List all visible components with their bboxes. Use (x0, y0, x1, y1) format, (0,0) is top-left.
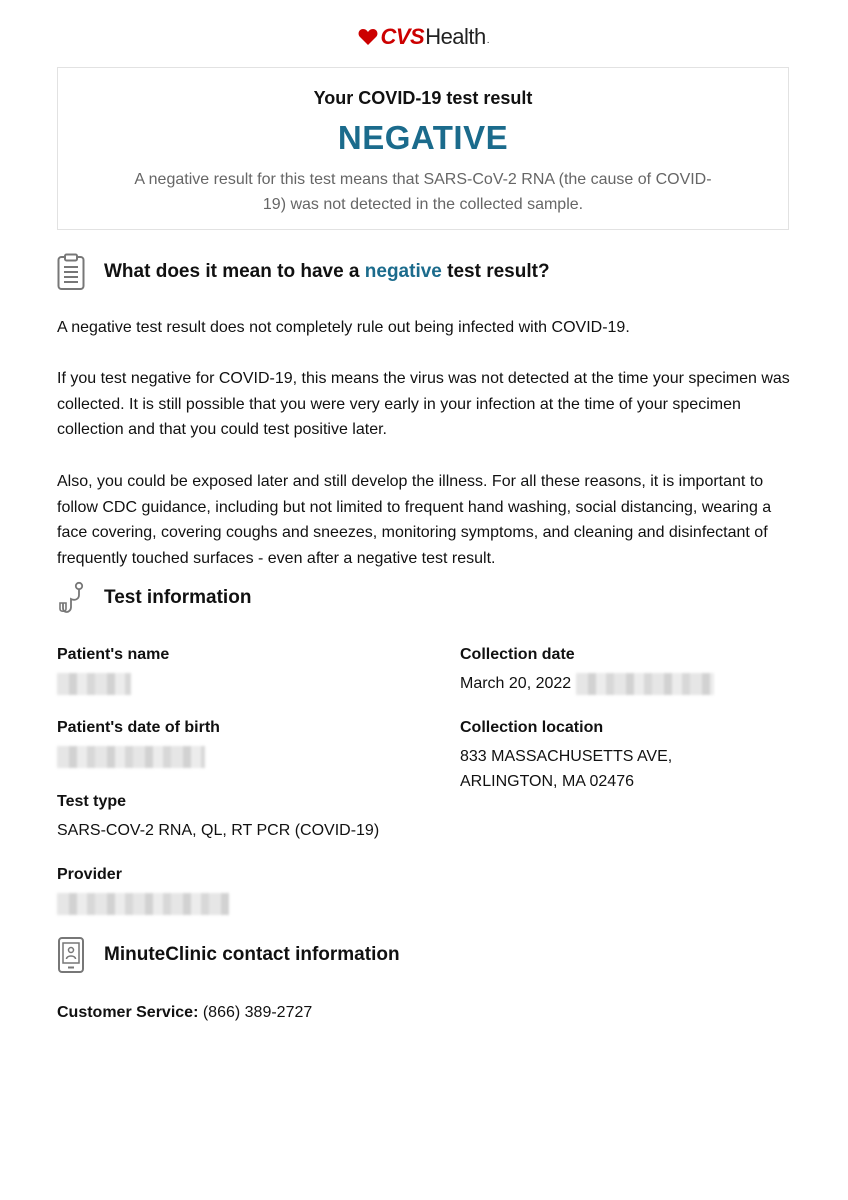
dob-label: Patient's date of birth (57, 719, 220, 736)
result-description: A negative result for this test means that SARS-CoV-2 RNA (the cause of COVID-19) was not detected in the collected sample. (134, 171, 712, 213)
collection-location-label: Collection location (460, 719, 604, 736)
test-type-field (57, 792, 379, 843)
result-card (57, 67, 789, 230)
redacted-dob (57, 746, 205, 768)
meaning-paragraph-3: Also, you could be exposed later and still develop the illness. For all these reasons, it is important to follow CDC guidance, including but not limited to frequent hand washing, social distancing, wearing a face covering, covering coughs and sneezes, monitoring symptoms, and cleaning and disinfectant of frequently touched surfaces - even after a negative test result. (57, 473, 772, 567)
collection-location-line2: ARLINGTON, MA 02476 (460, 773, 634, 790)
result-value: NEGATIVE (337, 119, 509, 156)
contact-heading: MinuteClinic contact information (104, 944, 400, 965)
collection-location-field (460, 718, 672, 794)
logo-health-text: Health (425, 24, 486, 49)
patient-name-label: Patient's name (57, 646, 170, 663)
test-info-heading: Test information (104, 587, 252, 608)
collection-date-label: Collection date (460, 646, 575, 663)
dob-field (57, 718, 220, 769)
meaning-heading: What does it mean to have a negative test result? (104, 261, 550, 282)
negative-word: negative (364, 261, 442, 282)
test-info-section-header (57, 579, 251, 617)
redacted-provider (57, 893, 229, 915)
customer-service-line (57, 1000, 312, 1025)
customer-service-label: Customer Service: (57, 1004, 199, 1021)
test-type-value: SARS-COV-2 RNA, QL, RT PCR (COVID-19) (57, 822, 380, 839)
stethoscope-icon (57, 579, 85, 617)
provider-label: Provider (57, 866, 122, 883)
clipboard-icon (57, 253, 85, 291)
provider-field (57, 865, 229, 916)
contact-section-header (57, 936, 400, 974)
redacted-patient-name (57, 673, 131, 695)
patient-name-field (57, 645, 169, 696)
collection-date-field (460, 645, 714, 696)
collection-location-line1: 833 MASSACHUSETTS AVE, (460, 748, 673, 765)
result-title: Your COVID-19 test result (313, 88, 533, 108)
meaning-paragraph-2: If you test negative for COVID-19, this means the virus was not detected at the time your specimen was collected. It is still possible that you were very early in your infection at the time of your specimen collection and that you could test positive later. (57, 370, 790, 438)
logo-mark: . (486, 35, 490, 46)
phone-icon (57, 936, 85, 974)
collection-date-value: March 20, 2022 (460, 675, 572, 692)
meaning-paragraph-1: A negative test result does not completely rule out being infected with COVID-19. (57, 319, 630, 336)
heart-icon (358, 28, 378, 46)
customer-service-phone[interactable]: (866) 389-2727 (202, 1004, 313, 1021)
redacted-collection-time (576, 673, 714, 695)
test-type-label: Test type (57, 793, 127, 810)
logo-cvs-text: CVS (380, 24, 425, 49)
meaning-section-header (57, 253, 550, 291)
cvs-health-logo (0, 24, 848, 52)
